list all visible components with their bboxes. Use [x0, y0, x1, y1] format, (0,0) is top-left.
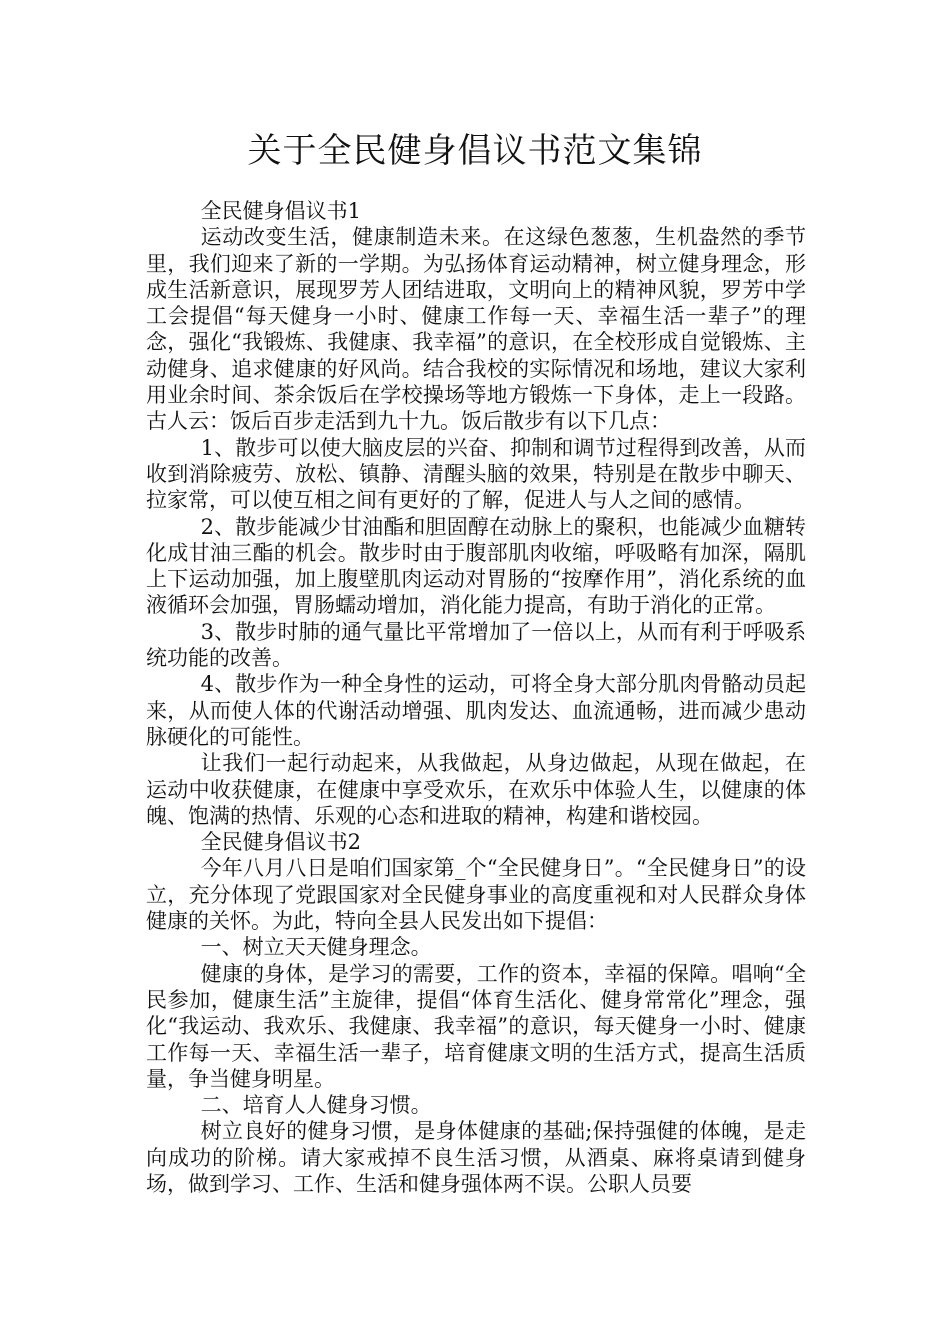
document-body — [146, 198, 806, 1197]
paragraph-habits: 树立良好的健身习惯，是身体健康的基础;保持强健的体魄，是走向成功的阶梯。请大家戒掉不良生活习惯，从酒桌、麻将桌请到健身场，做到学习、工作、生活和健身强体两不误。公职人员要 — [146, 1119, 806, 1196]
paragraph-point-2: 2、散步能减少甘油酯和胆固醇在动脉上的聚积，也能减少血糖转化成甘油三酯的机会。散步时由于腹部肌肉收缩，呼吸略有加深，隔肌上下运动加强，加上腹壁肌肉运动对胃肠的“按摩作用”，消化系统的血液循环会加强，胃肠蠕动增加，消化能力提高，有助于消化的正常。 — [146, 514, 806, 618]
paragraph-point-3: 3、散步时肺的通气量比平常增加了一倍以上，从而有利于呼吸系统功能的改善。 — [146, 619, 806, 671]
paragraph-point-1: 1、散步可以使大脑皮层的兴奋、抑制和调节过程得到改善，从而收到消除疲劳、放松、镇静、清醒头脑的效果，特别是在散步中聊天、拉家常，可以使互相之间有更好的了解，促进人与人之间的感情。 — [146, 435, 806, 513]
subheading-2: 二、培育人人健身习惯。 — [200, 1093, 432, 1118]
paragraph-intro: 运动改变生活，健康制造未来。在这绿色葱葱，生机盎然的季节里，我们迎来了新的一学期。为弘扬体育运动精神，树立健身理念，形成生活新意识，展现罗芳人团结进取，文明向上的精神风貌，罗芳中学工会提倡“每天健身一小时、健康工作每一天、幸福生活一辈子”的理念，强化“我锻炼、我健康、我幸福”的意识，在全校形成自觉锻炼、主动健身、追求健康的好风尚。结合我校的实际情况和场地，建议大家利用业余时间、茶余饭后在学校操场等地方锻炼一下身体，走上一段路。古人云：饭后百步走活到九十九。饭后散步有以下几点： — [146, 225, 806, 434]
document-title: 关于全民健身倡议书范文集锦 — [247, 131, 703, 171]
subheading-1: 一、树立天天健身理念。 — [200, 935, 432, 960]
section-heading-2: 全民健身倡议书2 — [200, 830, 361, 855]
paragraph-healthy-body: 健康的身体，是学习的需要，工作的资本，幸福的保障。唱响“全民参加，健康生活”主旋律，提倡“体育生活化、健身常常化”理念，强化“我运动、我欢乐、我健康、我幸福”的意识，每天健身一小时、健康工作每一天、幸福生活一辈子，培育健康文明的生活方式，提高生活质量，争当健身明星。 — [146, 961, 806, 1091]
section-heading-1: 全民健身倡议书1 — [200, 199, 361, 223]
paragraph-point-4: 4、散步作为一种全身性的运动，可将全身大部分肌肉骨骼动员起来，从而使人体的代谢活动增强、肌肉发达、血流通畅，进而减少患动脉硬化的可能性。 — [146, 672, 806, 749]
paragraph-fitness-day: 今年八月八日是咱们国家第_个“全民健身日”。“全民健身日”的设立，充分体现了党跟国家对全民健身事业的高度重视和对人民群众身体健康的关怀。为此，特向全县人民发出如下提倡： — [146, 856, 806, 934]
paragraph-closing-1: 让我们一起行动起来，从我做起，从身边做起，从现在做起，在运动中收获健康，在健康中享受欢乐，在欢乐中体验人生，以健康的体魄、饱满的热情、乐观的心态和进取的精神，构建和谐校园。 — [146, 751, 806, 828]
